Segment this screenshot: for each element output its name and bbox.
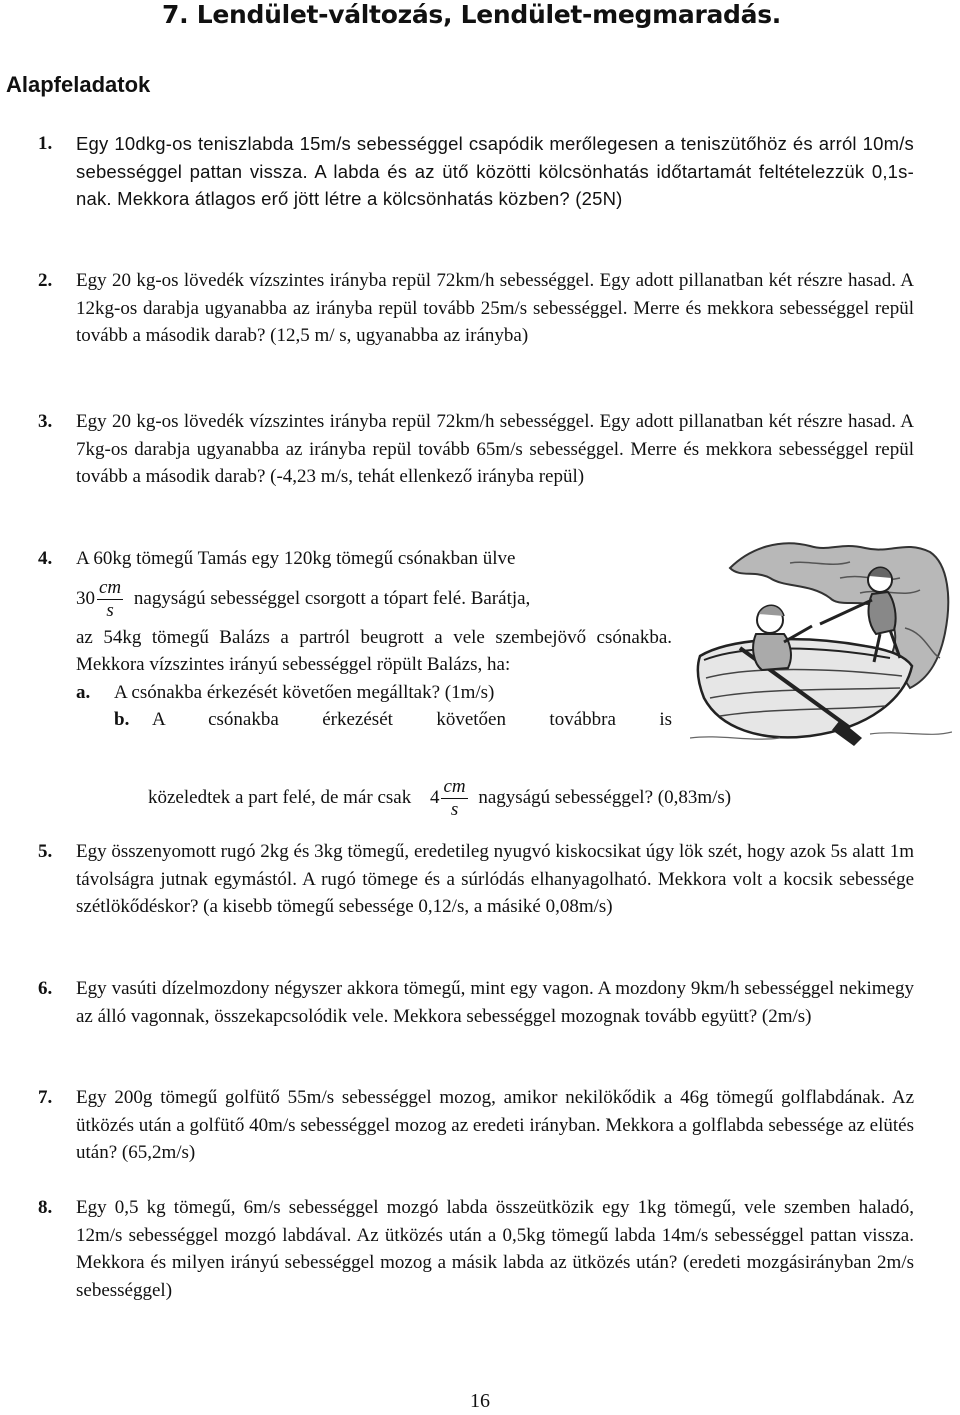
sub-text-b-line-2-post: nagyságú sebességgel? (0,83m/s)	[478, 786, 732, 808]
problem-8	[38, 1194, 914, 1304]
problem-text: Egy 0,5 kg tömegű, 6m/s sebességgel mozgó labda összeütközik egy 1kg tömegű, vele szemben haladó, 12m/s sebességgel mozgó labdával. Az ütközés után a 0,5kg tömegű labda 14m/s sebességgel pattan vissza. Mekkora és milyen irányú sebességgel mozog a másik labda az ütközés után? (eredeti mozgásirányban 2m/s sebességgel)	[76, 1197, 914, 1301]
problem-number: 5.	[38, 841, 53, 862]
sub-question-a	[76, 679, 672, 707]
sub-question-b	[114, 706, 672, 734]
sub-text-b: A csónakba érkezését követően továbbra is	[152, 709, 672, 730]
page-number: 16	[470, 1390, 490, 1412]
problem-5	[38, 838, 914, 921]
problem-6	[38, 975, 914, 1030]
speed-value: 30	[76, 587, 95, 609]
problem-2	[38, 267, 914, 350]
problem-number: 8.	[38, 1197, 53, 1218]
sub-label-b: b.	[114, 709, 130, 730]
problem-text	[76, 545, 672, 734]
problem-text: Egy 10dkg-os teniszlabda 15m/s sebességgel csapódik merőlegesen a teniszütőhöz és arról 10m/s sebességgel pattan vissza. A labda és az ütő közötti kölcsönhatás időtartamát feltételezzük 0,1s-nak. Mekkora átlagos erő jött létre a kölcsönhatás közben? (25N)	[76, 133, 914, 209]
problem-number: 3.	[38, 411, 53, 432]
unit-fraction	[97, 577, 123, 622]
problem-number: 6.	[38, 978, 53, 999]
problem-text: Egy vasúti dízelmozdony négyszer akkora tömegű, mint egy vagon. A mozdony 9km/h sebességgel nekimegy az álló vagonnak, összekapcsolódik vele. Mekkora sebességgel mozognak tovább együtt? (2m/s)	[76, 978, 914, 1027]
boat-illustration	[690, 538, 952, 750]
speed-value-b: 4	[429, 786, 440, 808]
sub-label-a: a.	[76, 681, 91, 703]
problem-4	[38, 545, 672, 734]
problem-4-line-2-text: nagyságú sebességgel csorgott a tópart felé. Barátja,	[133, 587, 531, 609]
sub-text-b-line-2-pre: közeledtek a part felé, de már csak	[148, 786, 412, 808]
fraction-denominator: s	[106, 599, 114, 621]
problem-3	[38, 408, 914, 491]
problem-7	[38, 1084, 914, 1167]
fraction-denominator: s	[450, 799, 459, 820]
problem-number: 1.	[38, 133, 53, 154]
sub-text-a: A csónakba érkezését követően megálltak? (1m/s)	[114, 681, 495, 703]
section-heading: Alapfeladatok	[6, 72, 151, 97]
problem-4-line-1: A 60kg tömegű Tamás egy 120kg tömegű csónakban ülve	[76, 548, 516, 569]
page-title: 7. Lendület-változás, Lendület-megmaradás.	[162, 0, 781, 29]
problem-text: Egy 200g tömegű golfütő 55m/s sebességgel mozog, amikor nekilökődik a 46g tömegű golflabdának. Az ütközés után a golfütő 40m/s sebességgel mozog az eredeti irányban. Mekkora a golflabda sebessége az elütés után? (65,2m/s)	[76, 1087, 914, 1163]
unit-fraction-b	[441, 776, 467, 821]
problem-text: Egy 20 kg-os lövedék vízszintes irányba repül 72km/h sebességgel. Egy adott pillanatban két részre hasad. A 7kg-os darabja ugyanabba az irányba repül tovább 65m/s sebességgel. Merre és mekkora sebességgel repül tovább a második darab? (-4,23 m/s, tehát ellenkező irányba repül)	[76, 411, 914, 487]
problem-4-line-3: az 54kg tömegű Balázs a partról beugrott a vele szembejövő csónakba. Mekkora vízszintes irányú sebességgel röpült Balázs, ha:	[76, 626, 672, 675]
problem-1	[38, 130, 914, 213]
sub-question-b-continuation	[148, 776, 731, 821]
problem-number: 4.	[38, 548, 53, 569]
problem-text: Egy 20 kg-os lövedék vízszintes irányba repül 72km/h sebességgel. Egy adott pillanatban két részre hasad. A 12kg-os darabja ugyanabba az irányba repül tovább 25m/s sebességgel. Merre és mekkora sebességgel repül tovább a második darab? (12,5 m/ s, ugyanabba az irányba)	[76, 270, 914, 346]
fraction-numerator: cm	[99, 576, 122, 598]
problem-4-line-2	[76, 577, 672, 622]
problem-number: 7.	[38, 1087, 53, 1108]
problem-number: 2.	[38, 270, 53, 291]
problem-text: Egy összenyomott rugó 2kg és 3kg tömegű, eredetileg nyugvó kiskocsikat úgy lök szét, hogy azok 5s alatt 1m távolságra jutnak egymástól. A rugó tömege és a súrlódás elhanyagolható. Mekkora volt a kocsik sebessége szétlökődéskor? (a kisebb tömegű sebessége 0,12/s, a másiké 0,08m/s)	[76, 841, 914, 917]
fraction-numerator: cm	[443, 776, 466, 797]
